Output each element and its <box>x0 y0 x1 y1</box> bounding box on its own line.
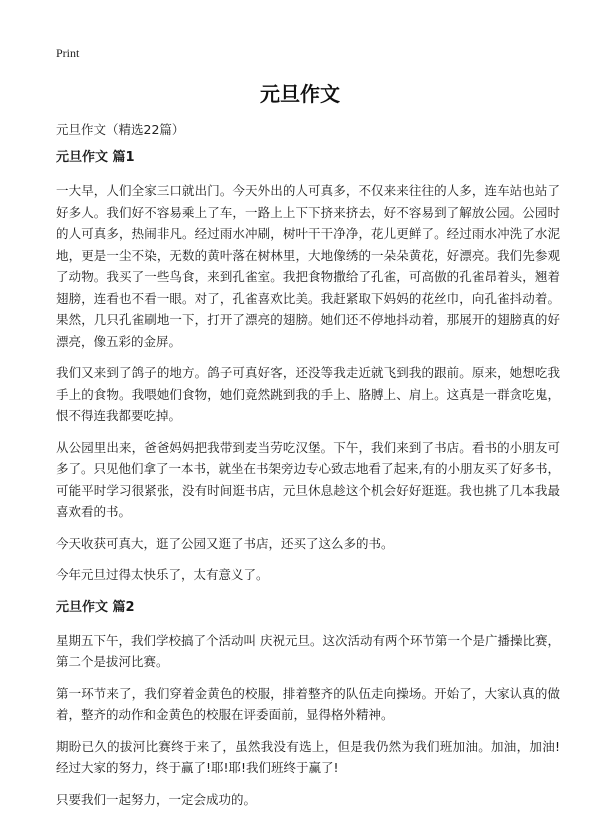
paragraph: 我们又来到了鸽子的地方。鸽子可真好客，还没等我走近就飞到我的跟前。原来，她想吃我手上的食物。我喂她们食物，她们竟然跳到我的手上、胳膊上、肩上。这真是一群贪吃鬼，恨不得连我都要吃掉。 <box>56 365 560 423</box>
paragraph: 一大早，人们全家三口就出门。今天外出的人可真多，不仅来来往往的人多，连车站也站了好多人。我们好不容易乘上了车，一路上上下下挤来挤去，好不容易到了解放公园。公园时的人可真多，热闹非凡。经过雨水冲刷，树叶干干净净，花儿更鲜了。经过雨水冲洗了水泥地，更是一尘不染，无数的黄叶落在树林里，大地像绣的一朵朵黄花，好漂亮。我们先参观了动物。我买了一些鸟食，来到孔雀室。我把食物撒给了孔雀，可高傲的孔雀昂着头，翘着翅膀，连看也不看一眼。对了，孔雀喜欢比美。我赶紧取下妈妈的花丝巾，向孔雀抖动着。果然，几只孔雀刷地一下，打开了漂亮的翅膀。她们还不停地抖动着，那展开的翅膀真的好漂亮，像五彩的金屏。 <box>56 183 560 349</box>
essay-section-1 <box>56 148 560 586</box>
essay-section-2 <box>56 598 560 811</box>
article-body <box>56 148 560 822</box>
paragraph: 今天收获可真大，逛了公园又逛了书店，还买了这么多的书。 <box>56 535 394 551</box>
paragraph: 从公园里出来，爸爸妈妈把我带到麦当劳吃汉堡。下午，我们来到了书店。看书的小朋友可多了。只见他们拿了一本书，就坐在书架旁边专心致志地看了起来,有的小朋友买了好多书，可能平时学习很紧张，没有时间逛书店，元旦休息趁这个机会好好逛逛。我也挑了几本我最喜欢看的书。 <box>56 439 560 519</box>
paragraph: 期盼已久的拔河比赛终于来了，虽然我没有选上，但是我仍然为我们班加油。加油，加油!经过大家的努力，终于赢了!耶!耶!我们班终于赢了! <box>56 738 560 775</box>
paragraph: 今年元旦过得太快乐了，太有意义了。 <box>56 567 269 582</box>
paragraph: 星期五下午，我们学校搞了个活动叫 庆祝元旦。这次活动有两个环节第一个是广播操比赛，第二个是拔河比赛。 <box>56 632 560 669</box>
document-subtitle: 元旦作文（精选22篇） <box>56 122 185 137</box>
paragraph: 第一环节来了，我们穿着金黄色的校服，排着整齐的队伍走向操场。开始了，大家认真的做着，整齐的动作和金黄色的校服在评委面前，显得格外精神。 <box>56 685 560 722</box>
paragraph: 只要我们一起努力，一定会成功的。 <box>56 791 257 807</box>
section-heading: 元旦作文 篇1 <box>56 150 135 165</box>
section-heading: 元旦作文 篇2 <box>56 599 135 615</box>
print-link[interactable]: Print <box>56 46 80 60</box>
page-title: 元旦作文 <box>260 82 340 106</box>
